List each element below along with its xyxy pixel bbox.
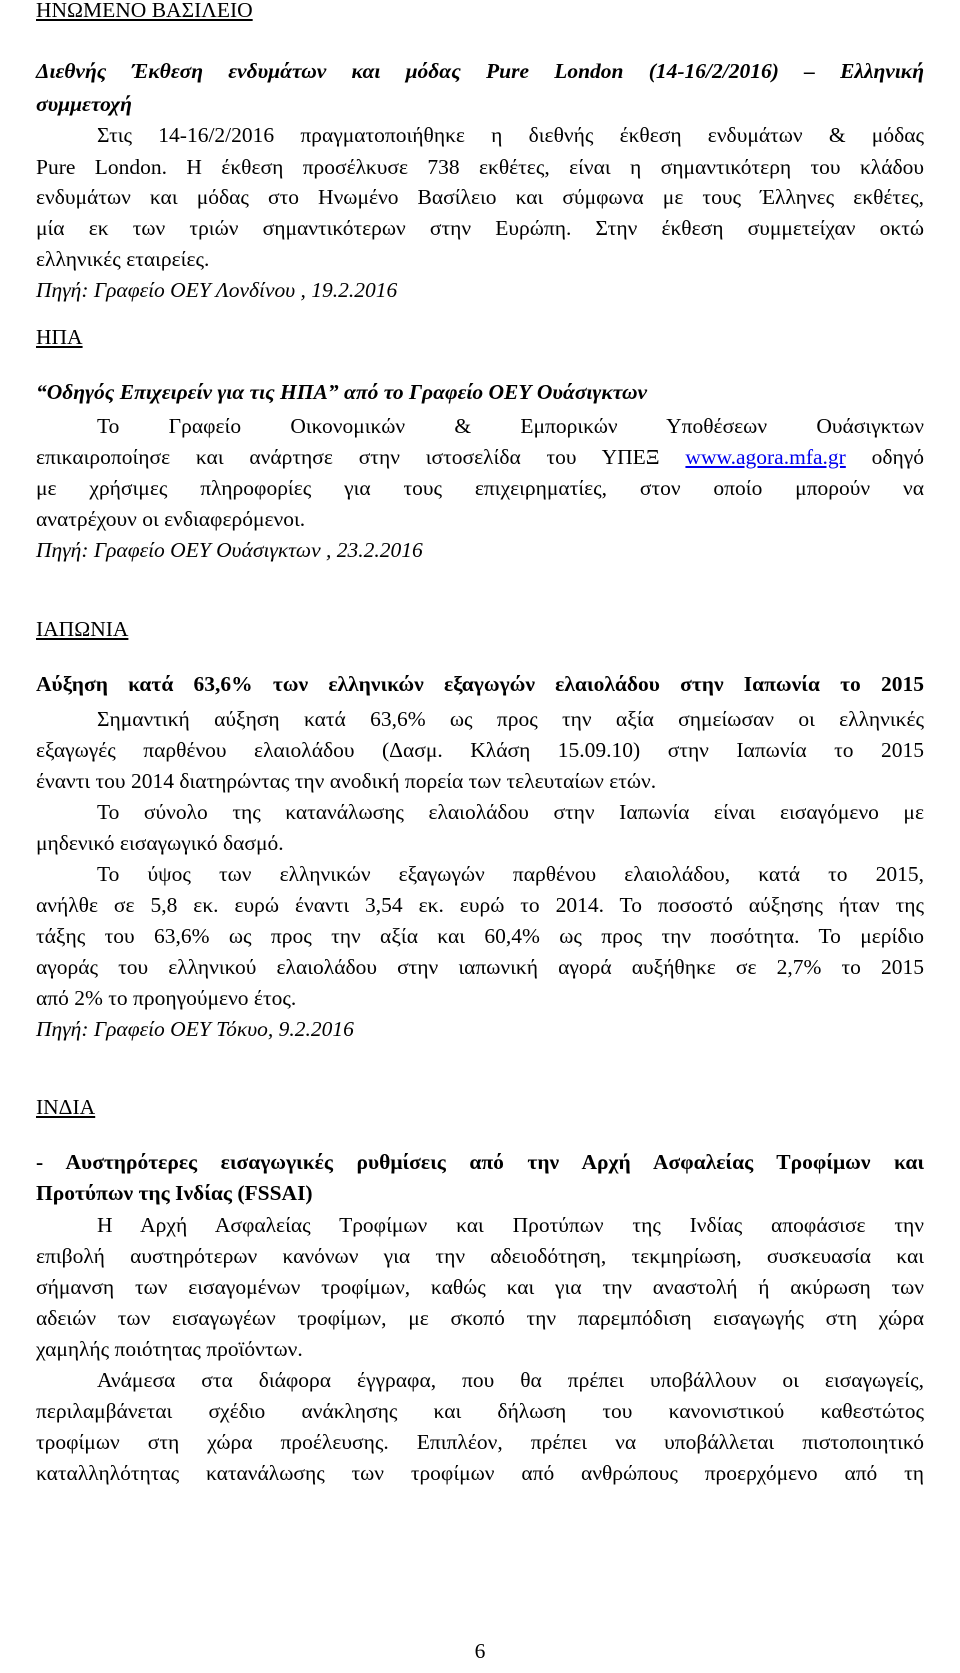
paragraph-line: εξαγωγές παρθένου ελαιολάδου (Δασμ. Κλάση 15.09.10) στην Ιαπωνία το 2015	[36, 738, 924, 762]
paragraph-line: Στις 14-16/2/2016 πραγματοποιήθηκε η διεθνής έκθεση ενδυμάτων & μόδας	[97, 123, 924, 147]
paragraph-line: έναντι του 2014 διατηρώντας την ανοδική πορεία των τελευταίων ετών.	[36, 769, 657, 793]
paragraph-line: από 2% το προηγούμενο έτος.	[36, 986, 297, 1010]
paragraph-line: ενδυμάτων και μόδας στο Ηνωμένο Βασίλειο και σύμφωνα με τους Έλληνες εκθέτες,	[36, 185, 924, 209]
paragraph-line: με χρήσιμες πληροφορίες για τους επιχειρηματίες, στον οποίο μπορούν να	[36, 476, 924, 500]
country-heading-uk: ΗΝΩΜΕΝΟ ΒΑΣΙΛΕΙΟ	[36, 0, 253, 22]
paragraph-line: καταλληλότητας κατανάλωσης των τροφίμων από ανθρώπους προερχόμενο από τη	[36, 1461, 924, 1485]
article-title-usa: “Οδηγός Επιχειρείν για τις ΗΠΑ” από το Γραφείο ΟΕΥ Ουάσιγκτων	[36, 380, 648, 404]
paragraph-line: αδειών των εισαγωγέων τροφίμων, με σκοπό την παρεμπόδιση εισαγωγής στη χώρα	[36, 1306, 924, 1330]
paragraph-line: Σημαντική αύξηση κατά 63,6% ως προς την αξία σημείωσαν οι ελληνικές	[97, 707, 924, 731]
paragraph-line: περιλαμβάνεται σχέδιο ανάκλησης και δήλωση του κανονιστικού καθεστώτος	[36, 1399, 924, 1423]
article-title-japan: Αύξηση κατά 63,6% των ελληνικών εξαγωγών ελαιολάδου στην Ιαπωνία το 2015	[36, 672, 924, 696]
paragraph-line: μηδενικό εισαγωγικό δασμό.	[36, 831, 284, 855]
paragraph-line: ανατρέχουν οι ενδιαφερόμενοι.	[36, 507, 306, 531]
paragraph-line: Ανάμεσα στα διάφορα έγγραφα, που θα πρέπει υποβάλλουν οι εισαγωγείς,	[97, 1368, 924, 1392]
source-note-usa: Πηγή: Γραφείο ΟΕΥ Ουάσιγκτων , 23.2.2016	[36, 538, 423, 562]
page-number: 6	[474, 1639, 486, 1663]
country-heading-usa: ΗΠΑ	[36, 325, 83, 349]
paragraph-line: τάξης του 63,6% ως προς την αξία και 60,4% ως προς την ποσότητα. Το μερίδιο	[36, 924, 924, 948]
text-span: οδηγό	[845, 445, 925, 469]
paragraph-line: Το ύψος των ελληνικών εξαγωγών παρθένου ελαιολάδου, κατά το 2015,	[97, 862, 924, 886]
paragraph-line: χαμηλής ποιότητας προϊόντων.	[36, 1337, 303, 1361]
paragraph-line: ανήλθε σε 5,8 εκ. ευρώ έναντι 3,54 εκ. ευρώ το 2014. Το ποσοστό αύξησης ήταν της	[36, 893, 924, 917]
agora-link[interactable]: www.agora.mfa.gr	[685, 445, 846, 469]
source-note-uk: Πηγή: Γραφείο ΟΕΥ Λονδίνου , 19.2.2016	[36, 278, 398, 302]
paragraph-line: ελληνικές εταιρείες.	[36, 247, 210, 271]
paragraph-line: Pure London. Η έκθεση προσέλκυσε 738 εκθέτες, είναι η σημαντικότερη του κλάδου	[36, 155, 924, 179]
paragraph-line: επιβολή αυστηρότερων κανόνων για την αδειοδότηση, τεκμηρίωση, συσκευασία και	[36, 1244, 924, 1268]
article-title-uk: Διεθνής Έκθεση ενδυμάτων και μόδας Pure London (14-16/2/2016) – Ελληνική	[36, 59, 924, 83]
paragraph-line: Η Αρχή Ασφαλείας Τροφίμων και Προτύπων της Ινδίας αποφάσισε την	[97, 1213, 924, 1237]
country-heading-india: ΙΝΔΙΑ	[36, 1095, 96, 1119]
source-note-japan: Πηγή: Γραφείο ΟΕΥ Τόκυο, 9.2.2016	[36, 1017, 354, 1041]
paragraph-line: τροφίμων στη χώρα προέλευσης. Επιπλέον, πρέπει να υποβάλλεται πιστοποιητικό	[36, 1430, 924, 1454]
text-span: επικαιροποίησε και ανάρτησε στην ιστοσελίδα του ΥΠΕΞ	[36, 445, 686, 469]
article-title-uk-cont: συμμετοχή	[36, 92, 132, 116]
paragraph-line: σήμανση των εισαγομένων τροφίμων, καθώς και για την αναστολή ή ακύρωση των	[36, 1275, 924, 1299]
country-heading-japan: ΙΑΠΩΝΙΑ	[36, 617, 129, 641]
article-title-india: - Αυστηρότερες εισαγωγικές ρυθμίσεις από την Αρχή Ασφαλείας Τροφίμων και	[36, 1150, 924, 1174]
article-title-india-cont: Προτύπων της Ινδίας (FSSAI)	[36, 1181, 313, 1205]
paragraph-line: Το σύνολο της κατανάλωσης ελαιολάδου στην Ιαπωνία είναι εισαγόμενο με	[97, 800, 924, 824]
paragraph-line-with-link	[36, 443, 924, 471]
paragraph-line: αγοράς του ελληνικού ελαιολάδου στην ιαπωνική αγορά αυξήθηκε σε 2,7% το 2015	[36, 955, 924, 979]
paragraph-line: Το Γραφείο Οικονομικών & Εμπορικών Υποθέσεων Ουάσιγκτων	[97, 414, 924, 438]
paragraph-line: μία εκ των τριών σημαντικότερων στην Ευρώπη. Στην έκθεση συμμετείχαν οκτώ	[36, 216, 924, 240]
